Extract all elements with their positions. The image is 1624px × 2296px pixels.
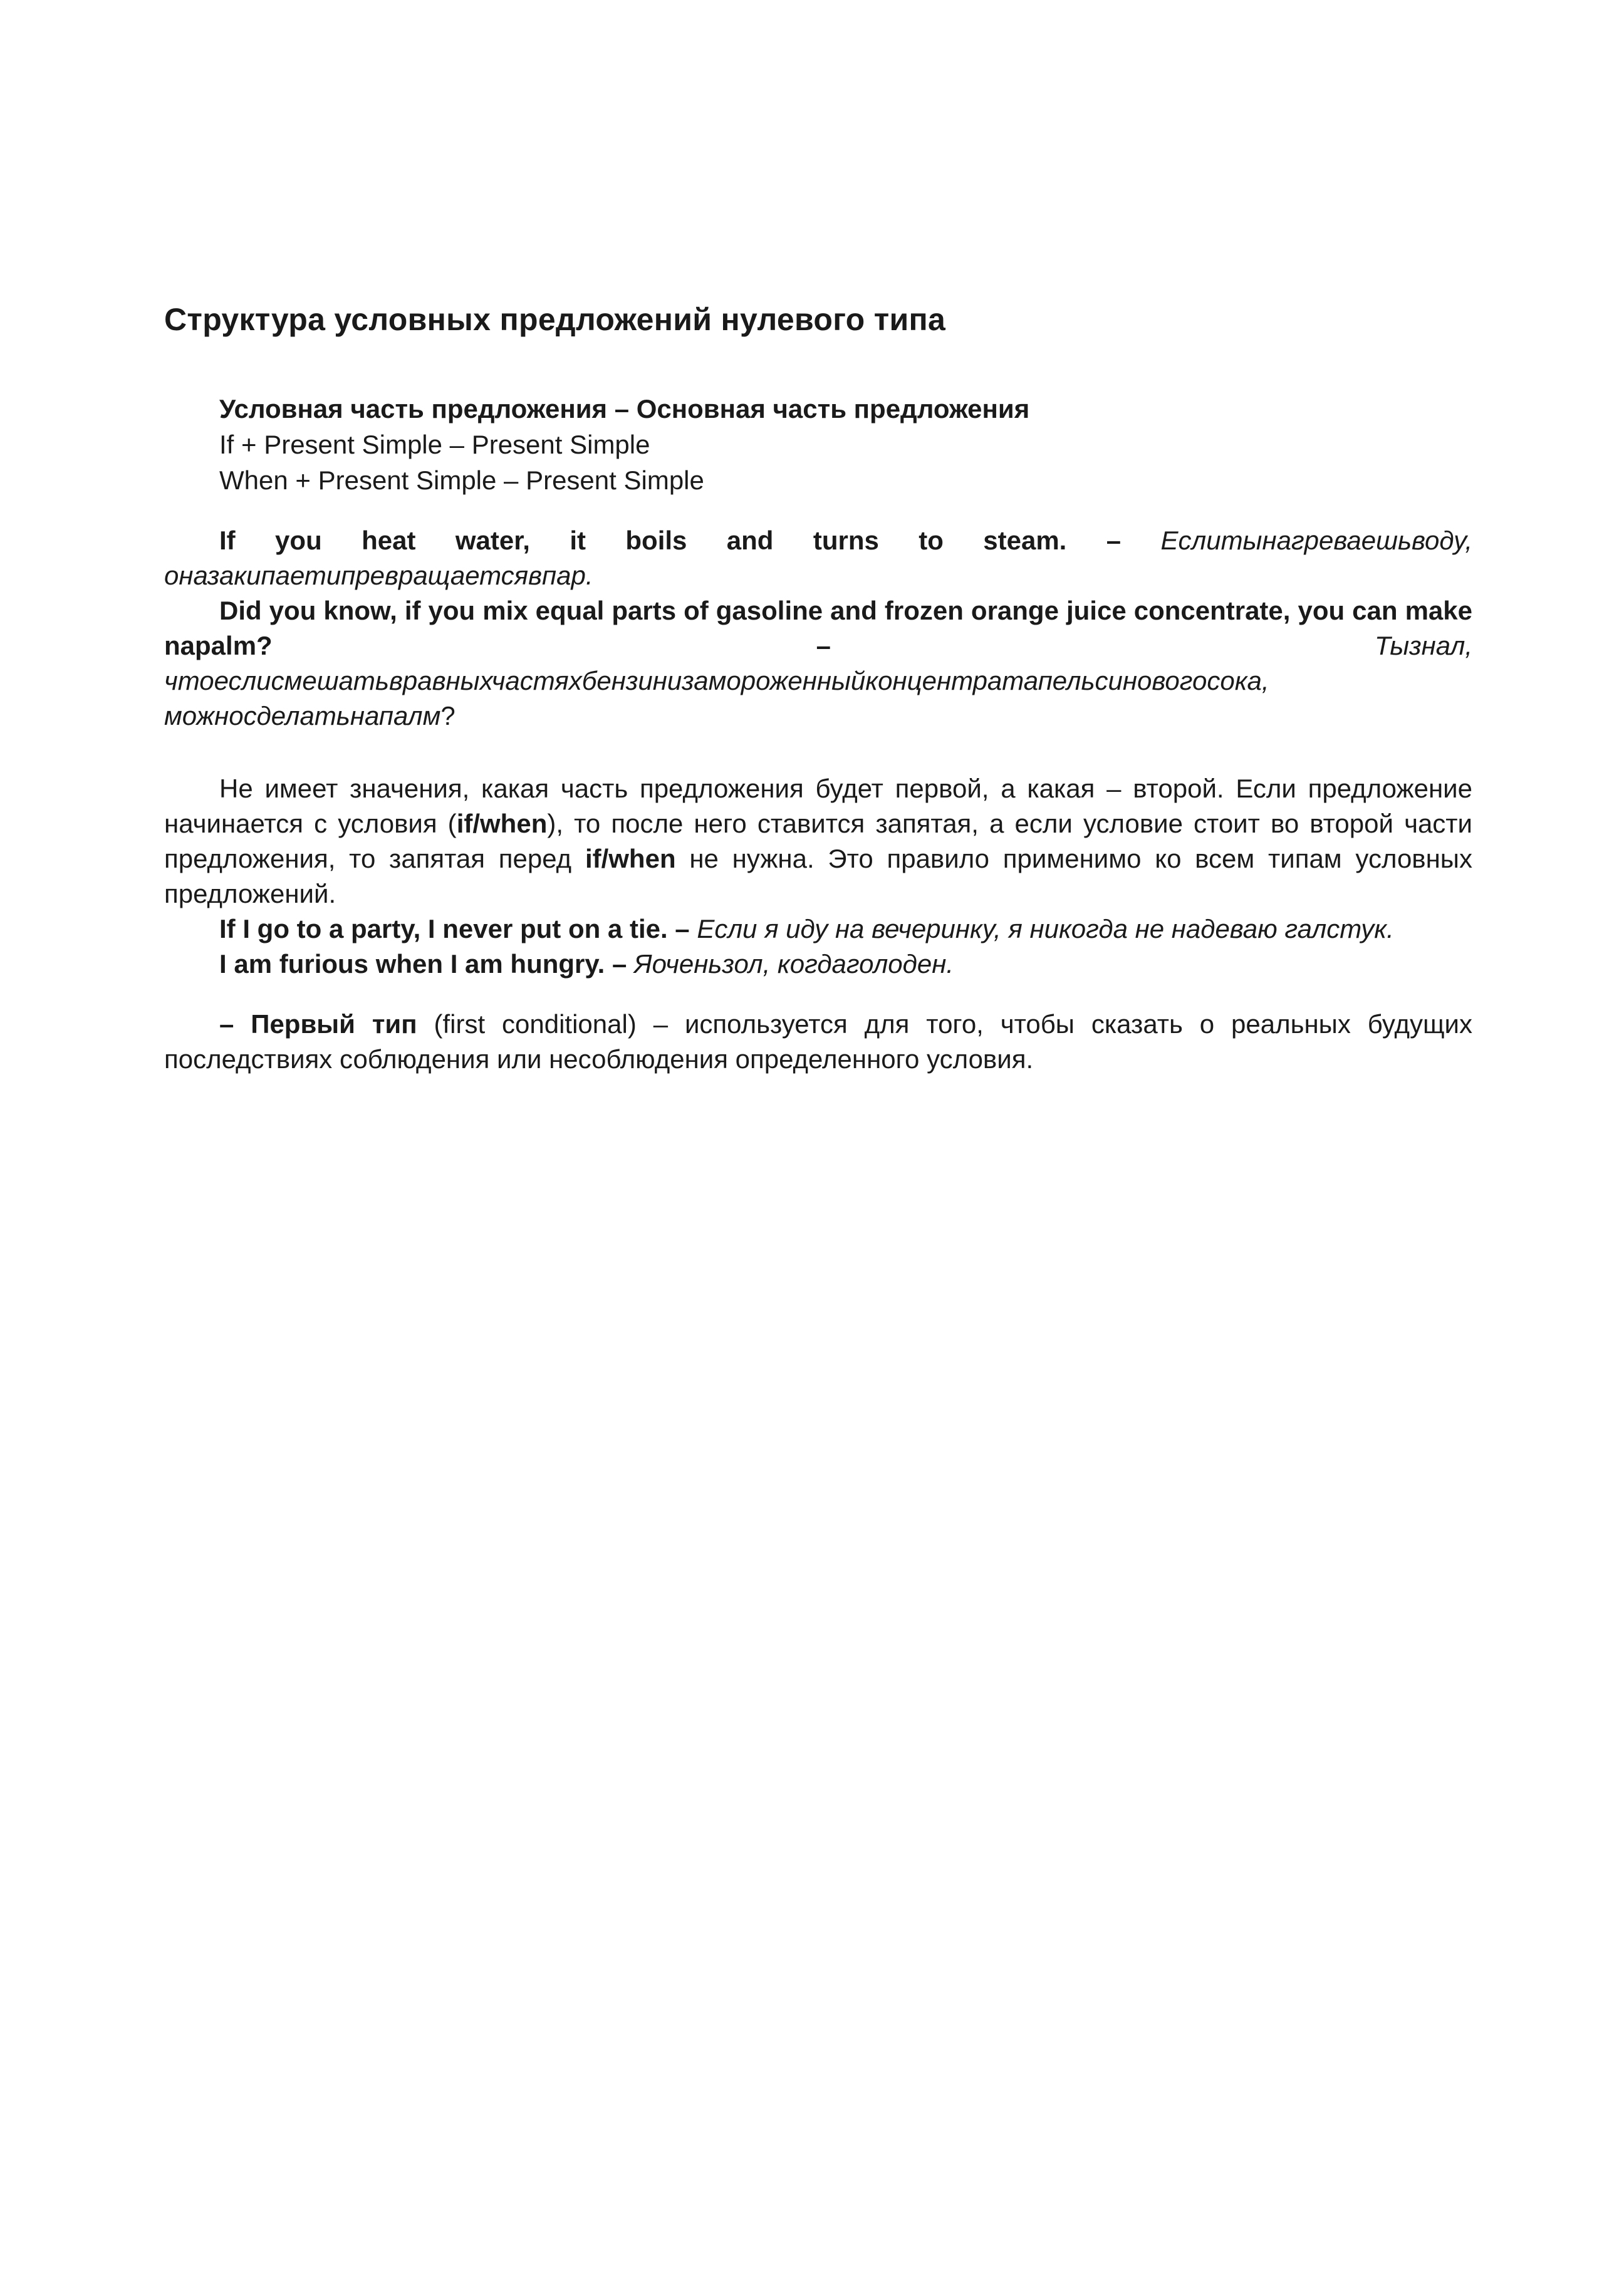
rule-text-2: ), то после него ставится запятая, а если условие стоит во второй части предложения, то запятая перед: [164, 809, 1473, 873]
first-type-block: [164, 1007, 1472, 1077]
rule-block: [164, 771, 1472, 982]
formula-if-line: If + Present Simple – Present Simple: [219, 430, 650, 459]
example-russian: Еслитынагреваешьводу, оназакипаетипревращаетсявпар.: [164, 526, 1472, 590]
example-english: If you heat water, it boils and turns to steam. –: [219, 526, 1122, 555]
formula-header: Условная часть предложения – Основная часть предложения: [219, 394, 1030, 423]
rule-example: [164, 947, 1472, 982]
first-type-label: Первый тип: [251, 1009, 417, 1039]
example-english: Did you know, if you mix equal parts of gasoline and frozen orange juice concentrate, you can make napalm? –: [164, 596, 1472, 660]
rule-text-1: Не имеет значения, какая часть предложения будет первой, а какая – второй. Если предложение начинается с условия (: [164, 774, 1472, 838]
rule-example-russian: Если я иду на вечеринку, я никогда не надеваю галстук.: [697, 914, 1394, 943]
first-type-dash: –: [219, 1009, 251, 1039]
rule-example-english: I am furious when I am hungry. –: [219, 949, 627, 979]
first-type-paragraph: [164, 1007, 1472, 1077]
example-russian: Тызнал, чтоеслисмешатьвравныхчастяхбензинизамороженныйконцентратапельсиновогосока, можносделатьнапалм: [164, 631, 1472, 730]
rule-keyword: if/when: [456, 809, 548, 838]
example-paragraph: [164, 523, 1472, 593]
document-content: [164, 299, 1472, 1077]
example-russian-tail: ?: [440, 701, 455, 730]
formula-when-line: When + Present Simple – Present Simple: [219, 465, 704, 495]
first-type-text: (first conditional) – используется для того, чтобы сказать о реальных будущих последствиях соблюдения или несоблюдения определенного условия.: [164, 1009, 1472, 1074]
rule-example-english: If I go to a party, I never put on a tie. –: [219, 914, 690, 943]
rule-example-russian: Яоченьзол, когдаголоден.: [634, 949, 954, 979]
formula-block: [164, 391, 1472, 498]
section-title: Структура условных предложений нулевого типа: [164, 302, 946, 337]
rule-paragraph: [164, 771, 1472, 912]
rule-example: [164, 912, 1472, 947]
rule-keyword: if/when: [585, 844, 676, 873]
example-paragraph: [164, 593, 1472, 734]
examples-block: [164, 523, 1472, 734]
rule-text-3: не нужна. Это правило применимо ко всем типам условных предложений.: [164, 844, 1472, 908]
